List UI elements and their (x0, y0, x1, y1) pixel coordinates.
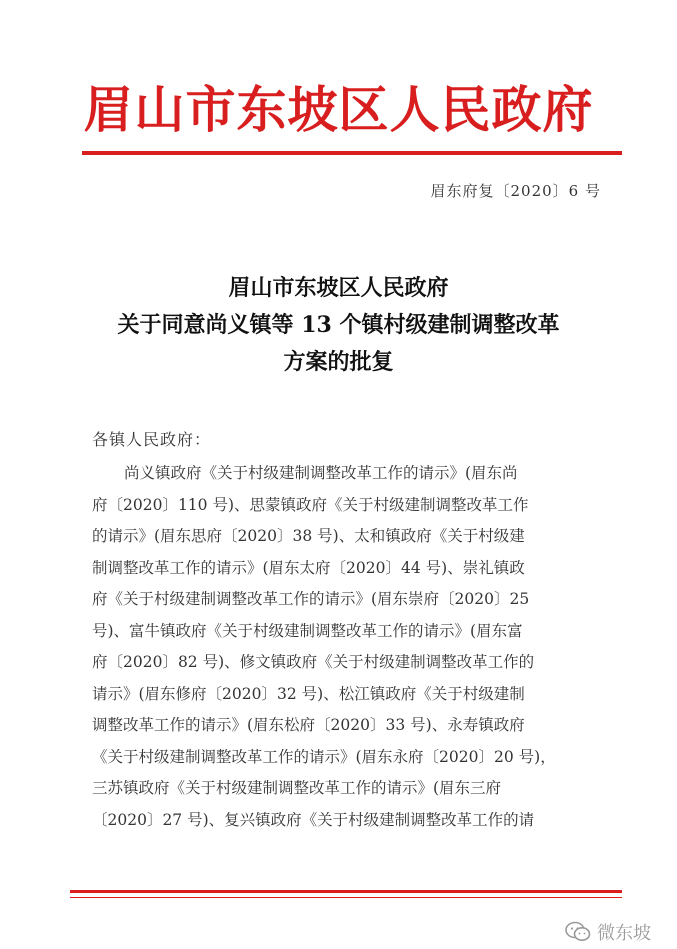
body-line: 尚义镇政府《关于村级建制调整改革工作的请示》(眉东尚 (124, 464, 518, 482)
body-line: 的请示》(眉东思府〔2020〕38 号)、太和镇政府《关于村级建 (92, 527, 525, 545)
watermark (565, 919, 651, 945)
masthead-title: 眉山市东坡区人民政府 (83, 81, 594, 139)
title-line-2: 关于同意尚义镇等 13 个镇村级建制调整改革 (117, 312, 560, 338)
footer-red-rule-thin (70, 897, 622, 898)
body-line: 调整改革工作的请示》(眉东松府〔2020〕33 号)、永寿镇政府 (92, 716, 525, 734)
title-line-1: 眉山市东坡区人民政府 (228, 275, 449, 301)
body-line: 府〔2020〕82 号)、修文镇政府《关于村级建制调整改革工作的 (92, 653, 535, 671)
wechat-official-account-icon (565, 921, 591, 943)
body-line: 号)、富牛镇政府《关于村级建制调整改革工作的请示》(眉东富 (92, 621, 523, 640)
footer-red-rule (70, 890, 622, 893)
body-line: 制调整改革工作的请示》(眉东太府〔2020〕44 号)、崇礼镇政 (92, 558, 525, 577)
masthead-red-rule (82, 151, 622, 155)
document-title (0, 270, 677, 381)
body-line: 府〔2020〕110 号)、思蒙镇政府《关于村级建制调整改革工作 (92, 495, 529, 514)
body-line: 《关于村级建制调整改革工作的请示》(眉东永府〔2020〕20 号)， (92, 747, 556, 766)
title-line-3: 方案的批复 (283, 349, 394, 375)
salutation: 各镇人民政府： (92, 430, 212, 449)
body-line: 府《关于村级建制调整改革工作的请示》(眉东崇府〔2020〕25 (92, 590, 530, 608)
body-line: 请示》(眉东修府〔2020〕32 号)、松江镇政府《关于村级建制 (92, 684, 525, 703)
body-text (92, 458, 602, 836)
watermark-text: 微东坡 (597, 923, 651, 944)
document-number: 眉东府复〔2020〕6 号 (430, 182, 601, 200)
body-line: 〔2020〕27 号)、复兴镇政府《关于村级建制调整改革工作的请 (92, 810, 535, 829)
body-line: 三苏镇政府《关于村级建制调整改革工作的请示》(眉东三府 (92, 779, 502, 797)
